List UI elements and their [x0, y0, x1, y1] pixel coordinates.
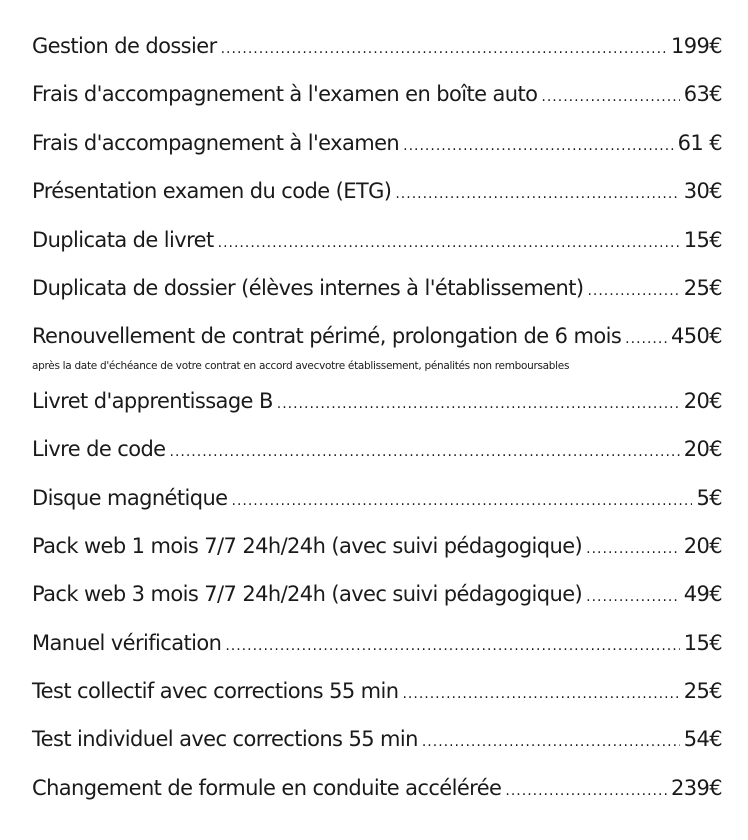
- fee-row: [32, 667, 722, 715]
- price-list: [32, 22, 722, 812]
- fee-row: [32, 167, 722, 215]
- dot-leader: [505, 767, 667, 815]
- fee-row: [32, 70, 722, 118]
- fee-label: Frais d'accompagnement à l'examen en boîte auto: [32, 82, 538, 107]
- fee-price: 49€: [683, 582, 722, 607]
- fee-price: 25€: [683, 275, 722, 300]
- fee-price: 30€: [683, 179, 722, 204]
- dot-leader: [395, 170, 679, 218]
- fee-label: Livre de code: [32, 437, 166, 462]
- dot-leader: [422, 718, 680, 766]
- dot-leader: [221, 25, 667, 73]
- fee-label: Duplicata de dossier (élèves internes à l'établissement): [32, 275, 584, 300]
- fee-row: [32, 764, 722, 812]
- fee-row: [32, 522, 722, 570]
- dot-leader: [586, 573, 680, 621]
- fee-price: 239€: [670, 775, 722, 800]
- fee-label: Renouvellement de contrat périmé, prolongation de 6 mois: [32, 324, 622, 349]
- fee-label: Gestion de dossier: [32, 34, 217, 58]
- dot-leader: [402, 670, 679, 718]
- dot-leader: [218, 219, 680, 267]
- dot-leader: [403, 122, 674, 170]
- fee-label: Présentation examen du code (ETG): [32, 179, 392, 204]
- fee-row: [32, 216, 722, 264]
- renewal-note: après la date d'échéance de votre contrat en accord avecvotre établissement, pénalités non remboursables: [32, 359, 570, 372]
- fee-row: [32, 377, 722, 425]
- dot-leader: [541, 73, 679, 121]
- fee-row: [32, 264, 722, 312]
- fee-price: 199€: [670, 34, 722, 58]
- fee-label: Frais d'accompagnement à l'examen: [32, 130, 400, 155]
- fee-price: 54€: [683, 727, 722, 752]
- dot-leader: [225, 622, 679, 670]
- fee-price: 61 €: [677, 130, 722, 155]
- fee-label: Duplicata de livret: [32, 227, 214, 252]
- fee-price: 5€: [696, 485, 722, 510]
- dot-leader: [277, 380, 680, 428]
- fee-row: [32, 715, 722, 763]
- fee-row: [32, 22, 722, 70]
- fee-row: [32, 474, 722, 522]
- fee-row: [32, 425, 722, 473]
- fee-label: Test collectif avec corrections 55 min: [32, 679, 399, 704]
- fee-label: Changement de formule en conduite accélérée: [32, 775, 502, 800]
- dot-leader: [625, 315, 667, 363]
- dot-leader: [170, 428, 680, 476]
- fee-price: 25€: [683, 679, 722, 704]
- fee-label: Manuel vérification: [32, 630, 222, 655]
- fee-price: 20€: [683, 388, 722, 413]
- dot-leader: [587, 267, 679, 315]
- fee-label: Disque magnétique: [32, 485, 228, 510]
- fee-row: [32, 570, 722, 618]
- fee-price: 15€: [683, 630, 722, 655]
- fee-label: Pack web 3 mois 7/7 24h/24h (avec suivi pédagogique): [32, 582, 583, 607]
- dot-leader: [232, 477, 693, 525]
- fee-label: Pack web 1 mois 7/7 24h/24h (avec suivi pédagogique): [32, 533, 583, 558]
- fee-price: 20€: [683, 437, 722, 462]
- fee-price: 63€: [683, 82, 722, 107]
- fee-label: Test individuel avec corrections 55 min: [32, 727, 418, 752]
- fee-label: Livret d'apprentissage B: [32, 388, 273, 413]
- dot-leader: [586, 525, 680, 573]
- fee-row: [32, 119, 722, 167]
- fee-price: 15€: [683, 227, 722, 252]
- fee-row: [32, 619, 722, 667]
- fee-price: 20€: [683, 533, 722, 558]
- fee-price: 450€: [670, 324, 722, 349]
